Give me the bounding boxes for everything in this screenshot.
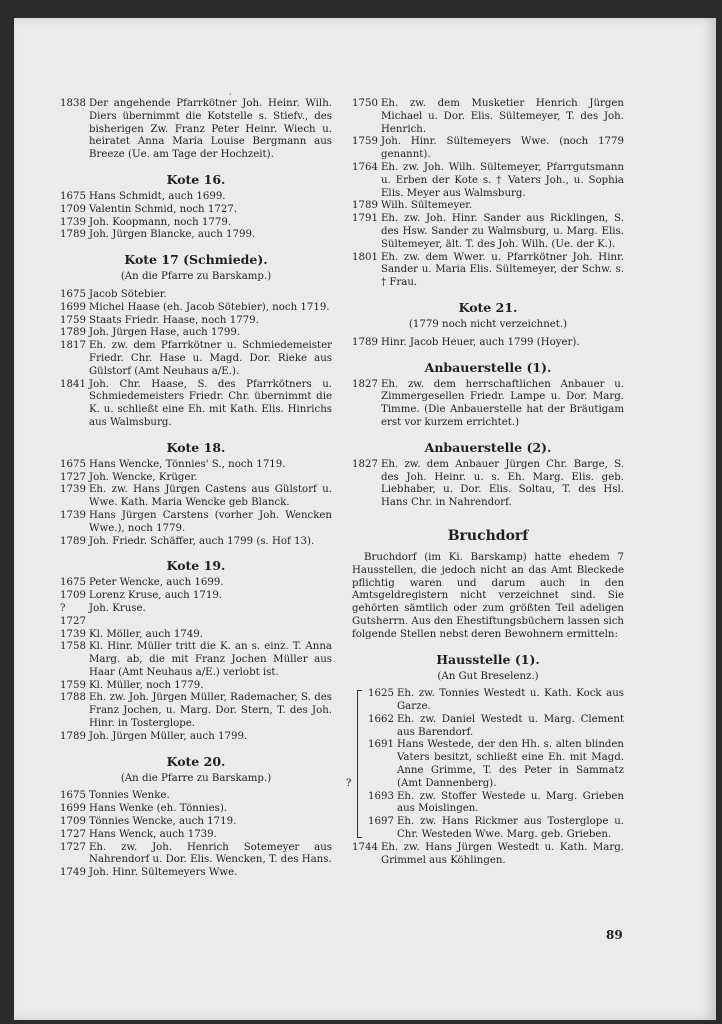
entry-year: 1749 <box>60 867 86 879</box>
entry-text: Eh. zw. Joh. Hinr. Sander aus Ricklingen, S. des Hsw. Sander zu Walmsburg, u. Marg. Elis. Sültemeyer, ält. T. des Joh. Wilh. (Ue. der K.). <box>381 213 624 250</box>
print-mark: · <box>229 90 232 99</box>
entry-text: Eh. zw. Joh. Jürgen Müller, Rademacher, S. des Franz Jochen, u. Marg. Dor. Stern, T. des Joh. Hinr. in Tosterglope. <box>89 692 332 730</box>
entry-text: Eh. zw. Joh. Henrich Sotemeyer aus Nahrendorf u. Dor. Elis. Wencken, T. des Hans. <box>89 841 332 866</box>
entry-text: Hans Wenck, auch 1739. <box>89 828 217 840</box>
bracket-entry <box>368 816 624 842</box>
entry-year: 1739 <box>60 628 86 640</box>
entry <box>352 379 624 430</box>
entry <box>352 136 624 162</box>
entry-text: Eh. zw. dem Musketier Henrich Jürgen Michael u. Dor. Elis. Sültemeyer, T. des Joh. Henrich. <box>381 98 624 135</box>
entry <box>352 337 624 350</box>
entry-year: 1709 <box>60 816 86 828</box>
entry <box>352 200 624 213</box>
entry <box>60 191 332 204</box>
section-note: (An die Pfarre zu Barskamp.) <box>120 772 272 784</box>
entry <box>60 577 332 590</box>
entry <box>60 790 332 803</box>
entry-text: Hans Schmidt, auch 1699. <box>89 190 226 202</box>
entry-year: 1727 <box>60 471 86 483</box>
entry <box>60 98 332 162</box>
entry-text: Kl. Müller, noch 1779. <box>89 679 204 691</box>
section-note: (1779 noch nicht verzeichnet.) <box>408 318 568 330</box>
entry-text: Joh. Koopmann, noch 1779. <box>89 216 232 228</box>
entry-year: 1691 <box>368 739 394 751</box>
section-note: (An Gut Breselenz.) <box>437 670 539 682</box>
entry-text: Kl. Möller, auch 1749. <box>89 628 203 640</box>
section-heading: Kote 19. <box>166 558 226 574</box>
entry <box>60 327 332 340</box>
entry-text: Eh. zw. Hans Rickmer aus Tosterglope u. Chr. Westeden Wwe. Marg. geb. Grieben. <box>397 816 624 841</box>
entry <box>60 315 332 328</box>
entry <box>60 229 332 242</box>
entry-year: 1750 <box>352 98 378 109</box>
entry <box>60 603 332 629</box>
entry-text: Eh. zw. dem herrschaftlichen Anbauer u. Zimmergesellen Friedr. Lampe u. Dor. Marg. Timme. (Die Anbauerstelle hat der Bräutigam erst vor kurzem errichtet.) <box>381 378 624 428</box>
entry-text: Tönnies Wencke, auch 1719. <box>89 816 237 828</box>
entry <box>60 629 332 642</box>
entry-text: Joh. Friedr. Schäffer, auch 1799 (s. Hof 13). <box>89 535 315 547</box>
entry-year: 1759 <box>60 314 86 326</box>
entry-year: 1789 <box>60 229 86 241</box>
entry-year: 1693 <box>368 790 394 802</box>
book-page <box>14 18 716 1020</box>
entry-year: 1739 <box>60 216 86 228</box>
entry-text: Peter Wencke, auch 1699. <box>89 577 224 589</box>
entry-year: 1739 <box>60 509 86 521</box>
entry-text: Joh. Kruse. <box>89 602 146 614</box>
entry-year: 1625 <box>368 688 394 700</box>
left-column <box>60 98 332 880</box>
entry <box>60 641 332 679</box>
entry-text: Eh. zw. Hans Jürgen Westedt u. Kath. Marg. Grimmel aus Köhlingen. <box>381 841 624 866</box>
entry-text: Eh. zw. dem Anbauer Jürgen Chr. Barge, S. des Joh. Heinr. u. s. Eh. Marg. Elis. geb. Liebhaber, u. Dor. Elis. Soltau, T. des Hsl. Hans Chr. in Nahrendorf. <box>381 458 624 509</box>
section-heading: Kote 17 (Schmiede). <box>124 252 268 268</box>
section-heading: Kote 21. <box>458 299 518 315</box>
entry-year: 1739 <box>60 484 86 496</box>
entry <box>352 98 624 136</box>
entry <box>60 217 332 230</box>
entry-year: 1758 <box>60 641 86 653</box>
entry-year: ? 1727 <box>60 602 86 627</box>
entry <box>60 829 332 842</box>
entry-text: Eh. zw. Joh. Wilh. Sültemeyer, Pfarrgutsmann u. Erben der Kote s. † Vaters Joh., u. Sophia Elis. Meyer aus Walmsburg. <box>381 161 624 199</box>
entry-year: 1699 <box>60 301 86 313</box>
section-heading: Kote 16. <box>166 171 226 187</box>
entry <box>352 459 624 510</box>
bracket-entry-list <box>368 688 624 842</box>
entry <box>60 510 332 536</box>
entry-text: Tonnies Wenke. <box>89 790 170 802</box>
bracket-question-mark: ? <box>346 778 352 790</box>
entry-year: 1675 <box>60 190 86 202</box>
entry-text: Joh. Jürgen Blancke, auch 1799. <box>89 229 256 241</box>
entry <box>60 803 332 816</box>
entry-year: 1789 <box>60 327 86 339</box>
entry-year: 1675 <box>60 288 86 300</box>
entry <box>60 816 332 829</box>
entry-year: 1709 <box>60 203 86 215</box>
entry-text: Eh. zw. Hans Jürgen Castens aus Gülstorf u. Wwe. Kath. Maria Wencke geb Blanck. <box>89 484 332 509</box>
right-column <box>346 98 624 867</box>
entry-year: 1744 <box>352 841 378 853</box>
entry-year: 1841 <box>60 378 86 390</box>
entry <box>352 252 624 290</box>
entry <box>60 680 332 693</box>
entry-text: Joh. Hinr. Sültemeyers Wwe. <box>89 867 238 879</box>
section-heading: Kote 18. <box>166 439 226 455</box>
bracket-entry <box>368 791 624 817</box>
entry-year: 1789 <box>60 535 86 547</box>
entry-text: Hans Westede, der den Hh. s. alten blinden Vaters besitzt, schließt eine Eh. mit Magd. Anne Grimme, T. des Peter in Sammatz (Amt Dannenberg). <box>397 739 624 789</box>
bracket-entry <box>368 739 624 790</box>
entry-year: 1817 <box>60 340 86 352</box>
entry-text: Eh. zw. Daniel Westedt u. Marg. Clement aus Barendorf. <box>397 713 624 738</box>
entry-text: Hans Wencke, Tönnies' S., noch 1719. <box>89 458 286 470</box>
entry-text: Der angehende Pfarrkötner Joh. Heinr. Wilh. Diers übernimmt die Kotstelle s. Stiefv., des bisherigen Zw. Franz Peter Heinr. Wiech u. heiratet Anna Maria Louise Bergmann aus Breeze (Ue. am Tage der Hochzeit). <box>89 98 332 161</box>
entry-text: Lorenz Kruse, auch 1719. <box>89 590 223 602</box>
section-heading: Anbauerstelle (2). <box>424 439 552 455</box>
entry-text: Eh. zw. Tonnies Westedt u. Kath. Kock aus Garze. <box>397 688 624 713</box>
entry-text: Hinr. Jacob Heuer, auch 1799 (Hoyer). <box>381 336 580 348</box>
entry-year: 1764 <box>352 161 378 173</box>
entry-year: 1727 <box>60 841 86 853</box>
entry-year: 1699 <box>60 803 86 815</box>
entry-year: 1675 <box>60 790 86 802</box>
entry <box>60 340 332 378</box>
entry-year: 1801 <box>352 251 378 263</box>
entry-text: Jacob Sötebier. <box>89 288 167 300</box>
section-note: (An die Pfarre zu Barskamp.) <box>120 271 272 283</box>
entry <box>60 484 332 510</box>
entry-text: Joh. Chr. Haase, S. des Pfarrkötners u. Schmiedemeisters Friedr. Chr. übernimmt die K. u. schließt eine Eh. mit Kath. Elis. Hinrichs aus Walmsburg. <box>89 378 332 428</box>
entry-year: 1789 <box>352 200 378 212</box>
entry-year: 1759 <box>60 679 86 691</box>
intro-paragraph: Bruchdorf (im Ki. Barskamp) hatte ehedem 7 Hausstellen, die jedoch nicht an das Amt Bleckede pflichtig waren und darum auch in den Amtsgeldregistern nicht verzeichnet sind. Sie gehörten sämtlich oder zum größten Teil adeligen Gutsherrn. Aus den Ehestiftungsbüchern lassen sich folgende Stellen nebst deren Bewohnern ermitteln: <box>352 551 624 640</box>
entry-year: 1789 <box>352 336 378 348</box>
entry-text: Joh. Jürgen Müller, auch 1799. <box>89 730 248 742</box>
entry-text: Kl. Hinr. Müller tritt die K. an s. einz. T. Anna Marg. ab, die mit Franz Jochen Müller aus Haar (Amt Neuhaus a/E.) verlobt ist. <box>89 641 332 678</box>
entry <box>60 459 332 472</box>
entry-text: Joh. Hinr. Sültemeyers Wwe. (noch 1779 genannt). <box>381 136 624 161</box>
entry-year: 1675 <box>60 577 86 589</box>
entry-year: 1789 <box>60 730 86 742</box>
entry <box>60 590 332 603</box>
entry <box>352 162 624 200</box>
entry <box>60 731 332 744</box>
entry-text: Staats Friedr. Haase, noch 1779. <box>89 314 259 326</box>
bracket-entry <box>368 688 624 714</box>
entry-year: 1697 <box>368 816 394 828</box>
entry-text: Joh. Jürgen Hase, auch 1799. <box>89 327 241 339</box>
bracket-group <box>346 688 624 842</box>
entry-text: Wilh. Sültemeyer. <box>381 200 473 212</box>
entry <box>60 289 332 302</box>
entry <box>60 867 332 880</box>
entry <box>60 302 332 315</box>
entry <box>60 472 332 485</box>
entry-year: 1788 <box>60 692 86 704</box>
entry-year: 1827 <box>352 378 378 390</box>
entry-text: Eh. zw. Stoffer Westede u. Marg. Grieben aus Moislingen. <box>397 790 624 815</box>
section-heading: Anbauerstelle (1). <box>424 359 552 375</box>
entry-text: Eh. zw. dem Wwer. u. Pfarrkötner Joh. Hinr. Sander u. Maria Elis. Sültemeyer, der Schw. s. † Frau. <box>381 251 624 289</box>
entry-year: 1791 <box>352 213 378 225</box>
entry <box>60 536 332 549</box>
entry-year: 1709 <box>60 590 86 602</box>
place-heading: Bruchdorf <box>447 527 529 544</box>
entry-year: 1827 <box>352 458 378 470</box>
entry <box>60 379 332 430</box>
section-heading: Kote 20. <box>166 753 226 769</box>
final-entry <box>352 842 624 868</box>
entry-text: Hans Wenke (eh. Tönnies). <box>89 803 228 815</box>
entry-text: Michel Haase (eh. Jacob Sötebier), noch 1719. <box>89 301 330 313</box>
entry-text: Hans Jürgen Carstens (vorher Joh. Wencken Wwe.), noch 1779. <box>89 509 332 534</box>
entry <box>60 692 332 730</box>
bracket-entry <box>368 714 624 740</box>
entry <box>352 213 624 251</box>
entry-year: 1675 <box>60 458 86 470</box>
entry-year: 1838 <box>60 98 86 109</box>
entry <box>60 842 332 868</box>
entry-text: Joh. Wencke, Krüger. <box>89 471 198 483</box>
entry-text: Valentin Schmid, noch 1727. <box>89 203 238 215</box>
entry-year: 1662 <box>368 713 394 725</box>
entry-year: 1759 <box>352 136 378 148</box>
section-heading: Hausstelle (1). <box>436 651 540 667</box>
entry <box>60 204 332 217</box>
page-number: 89 <box>606 928 623 942</box>
entry-text: Eh. zw. dem Pfarrkötner u. Schmiedemeister Friedr. Chr. Hase u. Magd. Dor. Rieke aus Gülstorf (Amt Neuhaus a/E.). <box>89 340 332 377</box>
entry-year: 1727 <box>60 828 86 840</box>
right-main-content <box>352 98 624 683</box>
